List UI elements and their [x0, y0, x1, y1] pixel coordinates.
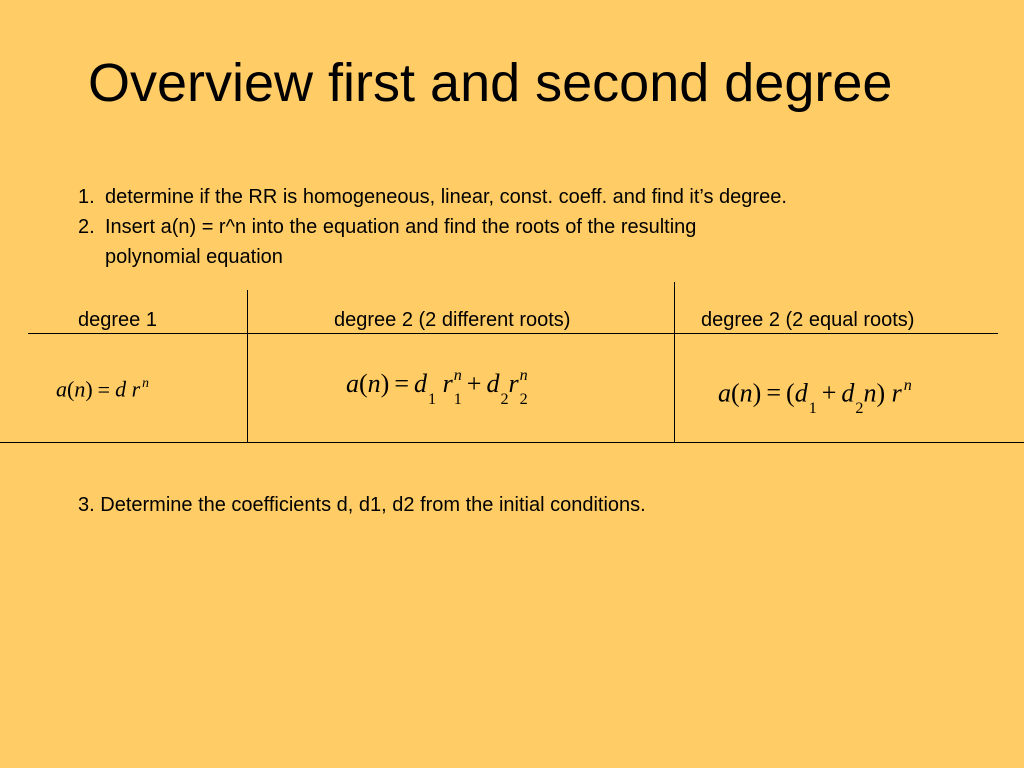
formula-superscript: n — [453, 367, 462, 384]
formula-superscript: n — [519, 367, 528, 384]
step-text: Determine the coefficients d, d1, d2 from the initial conditions. — [100, 494, 646, 516]
formula-degree-2-different-roots — [346, 367, 528, 409]
formula-symbol: a — [346, 369, 359, 399]
step-number — [78, 242, 105, 272]
formula-symbol: n — [74, 376, 86, 402]
formula-symbol: n — [739, 378, 753, 408]
formula-symbol: d — [794, 378, 808, 408]
formula-symbol: r — [442, 369, 453, 399]
formula-operator: + — [466, 369, 482, 399]
formula-subscript: 1 — [808, 400, 817, 418]
formula-subscript: 2 — [855, 400, 864, 418]
formula-symbol: n — [367, 369, 381, 399]
table-bottom-divider — [0, 442, 1024, 443]
formula-symbol: d — [115, 376, 127, 402]
formula-superscript: n — [903, 377, 912, 394]
formula-symbol: d — [486, 369, 500, 399]
step-text: Insert a(n) = r^n into the equation and find the roots of the resulting — [105, 216, 697, 238]
slide-title: Overview first and second degree — [88, 53, 893, 113]
step-number: 1. — [78, 186, 95, 208]
step-number: 3. — [78, 494, 95, 516]
step-2 — [78, 212, 787, 242]
column-header-degree-2-different: degree 2 (2 different roots) — [334, 309, 571, 331]
formula-paren: ) — [85, 376, 93, 402]
formula-operator: + — [821, 378, 837, 408]
table-column-divider-1 — [247, 290, 248, 443]
formula-degree-2-equal-roots — [718, 377, 912, 418]
column-header-degree-2-equal: degree 2 (2 equal roots) — [701, 309, 915, 331]
formula-paren: ) — [380, 369, 390, 399]
step-number: 2. — [78, 216, 95, 238]
formula-operator: = — [97, 376, 111, 402]
formula-symbol: r — [891, 378, 902, 408]
column-header-degree-1: degree 1 — [78, 309, 157, 331]
formula-paren: ) — [876, 378, 886, 408]
table-column-divider-2 — [674, 282, 675, 443]
formula-symbol: r — [508, 369, 519, 399]
formula-operator: = — [766, 378, 782, 408]
formula-subscript: 2 — [500, 391, 509, 409]
formula-symbol: d — [841, 378, 855, 408]
formula-paren: ( — [731, 378, 740, 408]
formula-subscript: 1 — [453, 391, 462, 409]
steps-list — [78, 182, 787, 272]
formula-symbol: a — [718, 378, 731, 408]
step-2-continued — [78, 242, 787, 272]
step-3 — [78, 490, 646, 520]
step-1 — [78, 182, 787, 212]
formula-paren: ( — [786, 378, 795, 408]
formula-symbol: r — [131, 376, 141, 402]
step-text: determine if the RR is homogeneous, linear, const. coeff. and find it’s degree. — [105, 186, 787, 208]
formula-symbol: d — [414, 369, 428, 399]
formula-subscript: 2 — [519, 391, 528, 409]
formula-symbol: n — [863, 378, 877, 408]
formula-superscript: n — [142, 375, 149, 390]
formula-operator: = — [394, 369, 410, 399]
formula-paren: ( — [67, 376, 75, 402]
formula-degree-1 — [56, 376, 149, 401]
step-text: polynomial equation — [105, 246, 283, 268]
formula-symbol: a — [56, 376, 67, 402]
formula-paren: ) — [752, 378, 762, 408]
formula-subscript: 1 — [428, 391, 437, 409]
formula-paren: ( — [359, 369, 368, 399]
